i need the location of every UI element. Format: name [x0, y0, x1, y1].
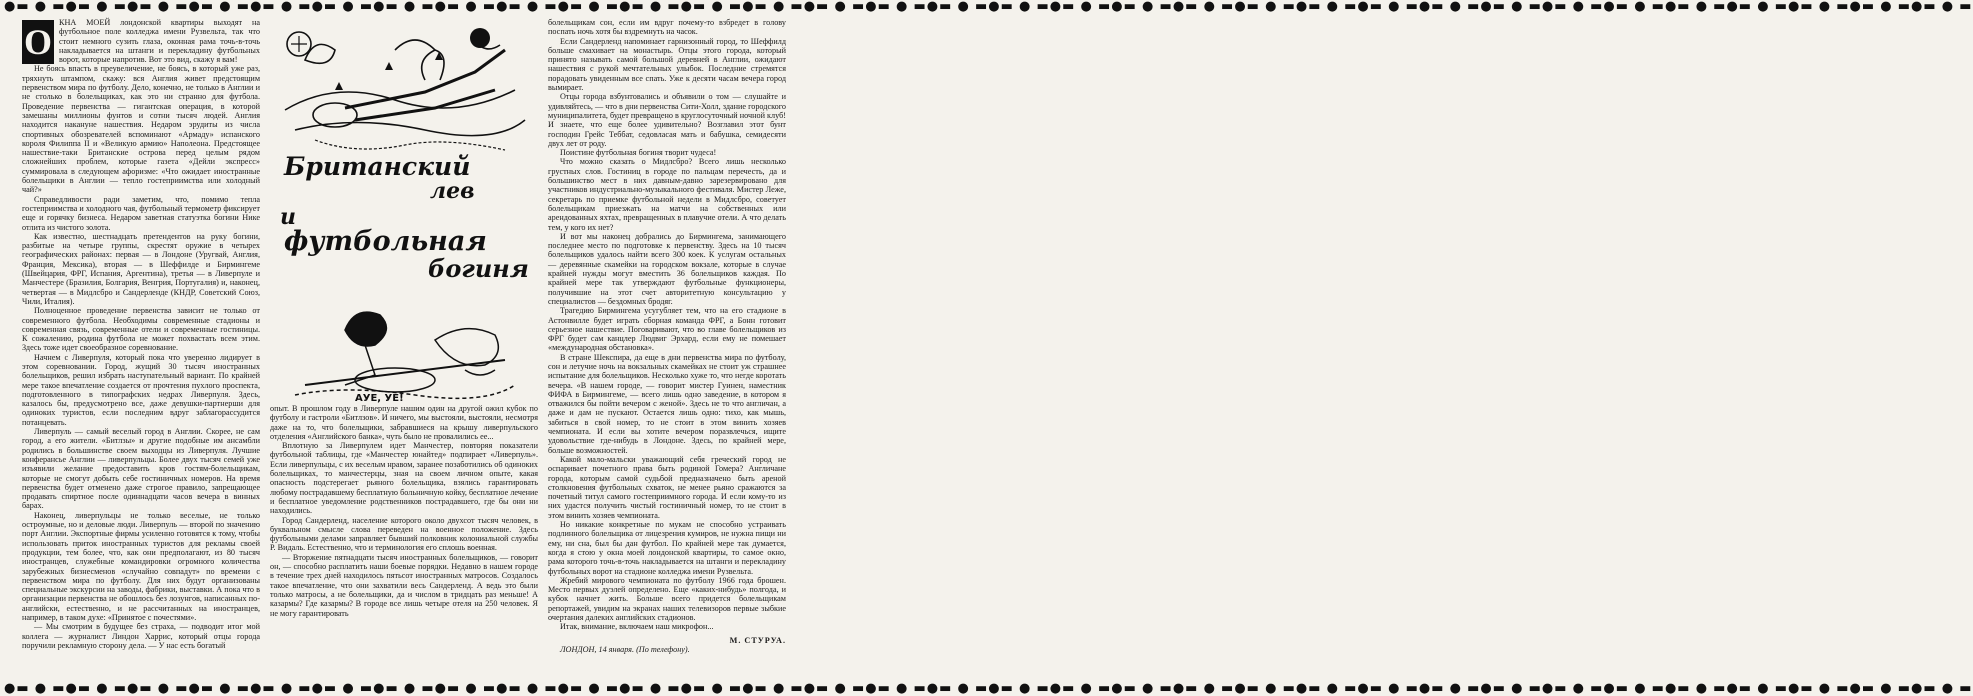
drop-cap: О — [23, 22, 52, 62]
article-column-1 — [22, 18, 260, 680]
paragraph: Наконец, ливерпульцы не только веселые, не только остроумные, но и деловые люди. Ливерпуль — второй по значению порт Англии. Экспортные фирмы усиленно готовятся к тому, чтобы использовать приток иностранных туристов для рекламы своей продукции, тем более, что, как они предполагают, из 80 тысяч иностранцев, служебные командировки огромного количества зарубежных бизнесменов «случайно совпадут» по времени с первенством мира по футболу. Для них будут организованы специальные экскурсии на заводы, фабрики, выставки. А пока что в организации первенства не обошлось без лозунгов, написанных по-английски, естественно, и не рассчитанных на иностранцев, например, в таком духе: «Принятое с почестями». — [22, 510, 260, 622]
paragraph: Что можно сказать о Мидлсбро? Всего лишь несколько грустных слов. Гостиниц в городе по пальцам перечесть, да и большинство мест в них давным-давно зарезервировано для участников индустриально-музыкального фестиваля. Мистер Леже, секретарь по приемке футбольной недели в Мидлсбро, советует болельщикам приезжать на матчи на собственных или арендованных яхтах, превращенных в плавучие отели. А что делать тем, у кого их нет? — [548, 157, 786, 232]
paragraph: И вот мы наконец добрались до Бирмингема, занимающего последнее место по подготовке к первенству. Здесь на 10 тысяч болельщиков удалось найти всего 300 коек. К услугам остальных — деревянные скамейки на городском вокзале, которые в случае крайней нужды могут вместить 36 болельщиков каждая. По крайней мере так утверждают футбольные функционеры, получившие на этот счет авторитетную консультацию у специалистов — бездомных бродяг. — [548, 231, 786, 306]
paragraph: Трагедию Бирмингема усугубляет тем, что на его стадионе в Астонвилле будет играть сборная команда ФРГ, а Бонн готовит серьезное нашествие. Поговаривают, что во главе болельщиков из ФРГ будет сам канцлер Людвиг Эрхард, если ему не помешает «международная обстановка». — [548, 306, 786, 353]
paragraph: Какой мало-мальски уважающий себя греческий город не оспаривает почетного права быть родиной Гомера? Англичане города, которым самой судьбой предназначено быть ареной столкновения футбольных схваток, не менее рьяно сражаются за почетный титул самого гостеприимного города. И если кому-то из них удастся получить чистый гостиничный номер, то не стоит в этом винить хозяев чемпионата. — [548, 454, 786, 520]
paragraph: Отцы города взбунтовались и объявили о том — слушайте и удивляйтесь, — что в дни первенства Сити-Холл, здание городского муниципалитета, будет превращено в круглосуточный ночной клуб! И знаете, что еще более удивительно? Возглавил этот бунт господин Грейс Теббат, седовласая мать и бабушка, семидесяти двух лет от роду. — [548, 92, 786, 148]
illustration-footballer-reclining — [275, 20, 537, 160]
paragraph: болельщикам сон, если им вдруг почему-то взбредет в голову поспать ночь хотя бы вздремнуть на часок. — [548, 18, 786, 37]
headline-line: лев — [430, 178, 475, 204]
paragraph: Не боясь впасть в преувеличение, не боясь, в который уже раз, тряхнуть штампом, скажу: вся Англия живет предстоящим первенством мира по футболу. Дело, конечно, не только в Англии и не столько в болельщиках, как это ни странно для футбола. Проведение первенства — гигантская операция, в которой замешаны миллионы фунтов и сотни тысяч людей. Англия находится накануне нашествия. Недаром эрудиты из числа спортивных обозревателей вспоминают «Армаду» испанского короля Филиппа II и «Великую армию» Наполеона. Предстоящее нашествие-таки Британские острова перед целым рядом сложнейших проблем, которые газета «Дейли экспресс» суммировала в следующем афоризме: «Что ожидает иностранные болельщики в Англии — тепло гостеприимства или холодный чай?» — [22, 64, 260, 195]
article-headline — [280, 152, 530, 302]
article-column-3 — [548, 18, 786, 680]
author-signature: М. СТУРУА. — [729, 635, 786, 645]
paragraph: Если Сандерленд напоминает гарнизонный город, то Шеффилд больше смахивает на монастырь. Отцы этого города, который принято называть самой большой деревней в Англии, ожидают нашествия с рукой мечтательных улыбок. Последние стремятся порадовать увиденным все спать. Уже к десяти часам вечера город вымирает. — [548, 36, 786, 93]
paragraph: — Мы смотрим в будущее без страха, — подводит итог мой коллега — журналист Линдон Харрис, который отцы города поручили рекламную сторону дела. — У нас есть богатый — [22, 622, 260, 650]
paragraph: КНА МОЕЙ лондонской квартиры выходят на футбольное поле колледжа имени Рузвельта, так что стоит немного сузить глаза, оконная рама точь-в-точь накладывается на штанги и перекладину футбольных ворот, которые напротив. Вот это вид, скажу я вам! — [59, 18, 260, 65]
paragraph: Ливерпуль — самый веселый город в Англии. Скорее, не сам город, а его жители. «Битлзы» и другие подобные им ансамбли родились в большинстве своем выходцы из Ливерпуля. Лучшие конферансье Англии — ливерпульцы. Более двух тысяч семей уже изъявили желание предоставить кров гостям-болельщикам, которые не смогут добыть себе гостиничных номеров. На время первенства будет отменено даже строгое правило, запрещающее продавать спиртное после одиннадцати часов вечера в винных барах. — [22, 427, 260, 511]
paragraph: Жребий мирового чемпионата по футболу 1966 года брошен. Место первых дуэлей определено. Еще «каких-нибудь» полгода, и кубок начнет жить. Больше всего придется болельщикам репортажей, увидим на экранах наших телевизоров первые зыбкие очертания далеких английских стадионов. — [548, 575, 786, 622]
decorative-border-bottom: ●▬ ● ▬●▬ ● ▬●▬ ● ▬●▬ ● ▬●▬ ● ▬●▬ ● ▬●▬ ● ▬●▬ ● ▬●▬ ● ▬●▬ ● ▬●▬ ● ▬●▬ ● ▬●▬ ● ▬●▬ ● ▬●▬ ● ▬●▬ ● ▬●▬ ● ▬●▬ ● ▬●▬ ● ▬●▬ ● ▬●▬ ● ▬●▬ ● ▬●▬ ● ▬●▬ ● ▬●▬ ● ▬●▬ ● ▬●▬ ● ▬●▬ ● ▬●▬ ● ▬●▬ ● ▬●▬ ● ▬●▬ ● ▬ — [4, 681, 1973, 696]
headline-line: богиня — [428, 254, 529, 283]
paragraph: Город Сандерленд, население которого около двухсот тысяч человек, в буквальном смысле слова переведен на военное положение. Здесь футбольными делами заправляет бывший полковник колониальной службы Р. Видаль. Естественно, что и терминология его сплошь военная. — [270, 515, 538, 553]
paragraph: Как известно, шестнадцать претендентов на руку богини, разбитые на четыре группы, скрестят оружие в четырех географических районах: первая — в Лондоне (Уругвай, Англия, Франция, Мексика), вторая — в Шеффилде и Бирмингеме (Швейцария, ФРГ, Испания, Аргентина), третья — в Ливерпуле и Манчестере (Бразилия, Болгария, Венгрия, Португалия) и, наконец, четвертая — в Мидлсбро и Сандерленде (КНДР, Советский Союз, Чили, Италия). — [22, 231, 260, 306]
paragraph: Справедливости ради заметим, что, помимо тепла гостеприимства и холодного чая, футбольный термометр фиксирует еще и горячку бизнеса. Недаром заветная статуэтка богини Нике отлита из чистого золота. — [22, 194, 260, 232]
paragraph: В странe Шекспира, да еще в дни первенства мира по футболу, сон и летучие ночь на вокзальных скамейках не стоит уж страшнее испытание для болельщиков. Несколько хуже то, что негде коротать вечера. «В нашем городе, — говорит мистер Гуинен, наместник ФИФА в Бирмингеме, — всего лишь одно заведение, в котором я отважился бы пойти вечером с женой». Здесь не то что англичан, а даже и дам не пускают. Остается лишь одно: тихо, как мышь, забиться в свой номер, то не стоит в этом винить хозяев чемпионата. И если вы хотите вечером поразвлечься, ищите удовольствие где-нибудь в Лондоне. Здесь, по крайней мере, больше возможностей. — [548, 352, 786, 455]
headline-line: футбольная — [284, 226, 487, 257]
headline-line: и — [280, 204, 296, 230]
decorative-border-top: ●▬ ● ▬●▬ ● ▬●▬ ● ▬●▬ ● ▬●▬ ● ▬●▬ ● ▬●▬ ● ▬●▬ ● ▬●▬ ● ▬●▬ ● ▬●▬ ● ▬●▬ ● ▬●▬ ● ▬●▬ ● ▬●▬ ● ▬●▬ ● ▬●▬ ● ▬●▬ ● ▬●▬ ● ▬●▬ ● ▬●▬ ● ▬●▬ ● ▬●▬ ● ▬●▬ ● ▬●▬ ● ▬●▬ ● ▬●▬ ● ▬●▬ ● ▬●▬ ● ▬●▬ ● ▬●▬ ● ▬●▬ ● ▬ — [4, 0, 1973, 14]
paragraph: опыт. В прошлом году в Ливерпуле нашим один на другой ожил кубок по футболу и гастроли «Битлзов». И ничего, мы выстояли, выстояли, несмотря даже на то, что болельщики, забравшиеся на крышу ливерпульского отделения «Английского банка», чуть было не провалились ее... — [270, 404, 538, 441]
paragraph: Вплотную за Ливерпулем идет Манчестер, повторяя показатели футбольной таблицы, где «Манчестер юнайтед» подпирает «Ливерпуль». Если ливерпульцы, с их веселым нравом, заранее позаботились об одиноких болельщиках, то манчестерцы, зная на своем личном опыте, какая опасность подстерегает рьяного болельщика, взялись гарантировать любому пострадавшему бесплатную больничную койку, бесплатное лечение и бесплатное уведомление родственников пострадавшего, где бы они ни находились. — [270, 441, 538, 516]
paragraph: — Вторжение пятнадцати тысяч иностранных болельщиков, — говорит он, — способно расплатить наши боевые порядки. Недавно в нашем городе в течение трех дней находилось пятьсот иностранных матросов. Создалось такое впечатление, что они захватили весь Сандерленд. А ведь это были только матросы, а не болельщики, да и числом в тридцать раз меньше! А казармы? Где казармы? В городе все лишь четыре отеля на 250 человек. Я не могу гарантировать — [270, 552, 538, 618]
paragraph: Но никакие конкретные по мукам не способно устраивать подлинного болельщика от лицезрения кумиров, не нужна пищи ни ему, ни сна, был бы дан футбол. По крайней мере так думается, когда я стою у окна моей лондонской квартиры, то самое окно, рама которого точь-в-точь накладывается на штанги и перекладину футбольных ворот на стадионе колледжа имени Рузвельта. — [548, 520, 786, 576]
paragraph: Итак, внимание, включаем наш микрофон... — [560, 622, 714, 632]
paragraph: Поистине футбольная богиня творит чудеса! — [560, 148, 717, 158]
headline-line: Британский — [284, 152, 471, 181]
illustration-caption: АУЕ, УЕ! — [355, 393, 404, 404]
paragraph: Начнем с Ливерпуля, который пока что уверенно лидирует в этом соревновании. Город, жущий 30 тысяч иностранных болельщиков, решил избрать наступательный вариант. По крайней мере такое впечатление создается от прочтения пухлого проспекта, подготовленного в типографских недрах Ливерпуля. Здесь, казалось бы, предусмотрено все, даже девушки-партнерши для одиноких туристов, если последним вдруг заблагорассудится потанцевать. — [22, 352, 260, 427]
article-column-2 — [270, 404, 538, 680]
dateline: ЛОНДОН, 14 января. (По телефону). — [560, 644, 690, 654]
paragraph: Полноценное проведение первенства зависит не только от современного футбола. Необходимы современные стадионы и современная связь, современные отели и современные гостиницы. К сожалению, родина футбола не может похвастать всем этим. Здесь тоже идет своеобразное соревнование. — [22, 306, 260, 353]
illustration-guitarist-lion — [285, 300, 521, 404]
